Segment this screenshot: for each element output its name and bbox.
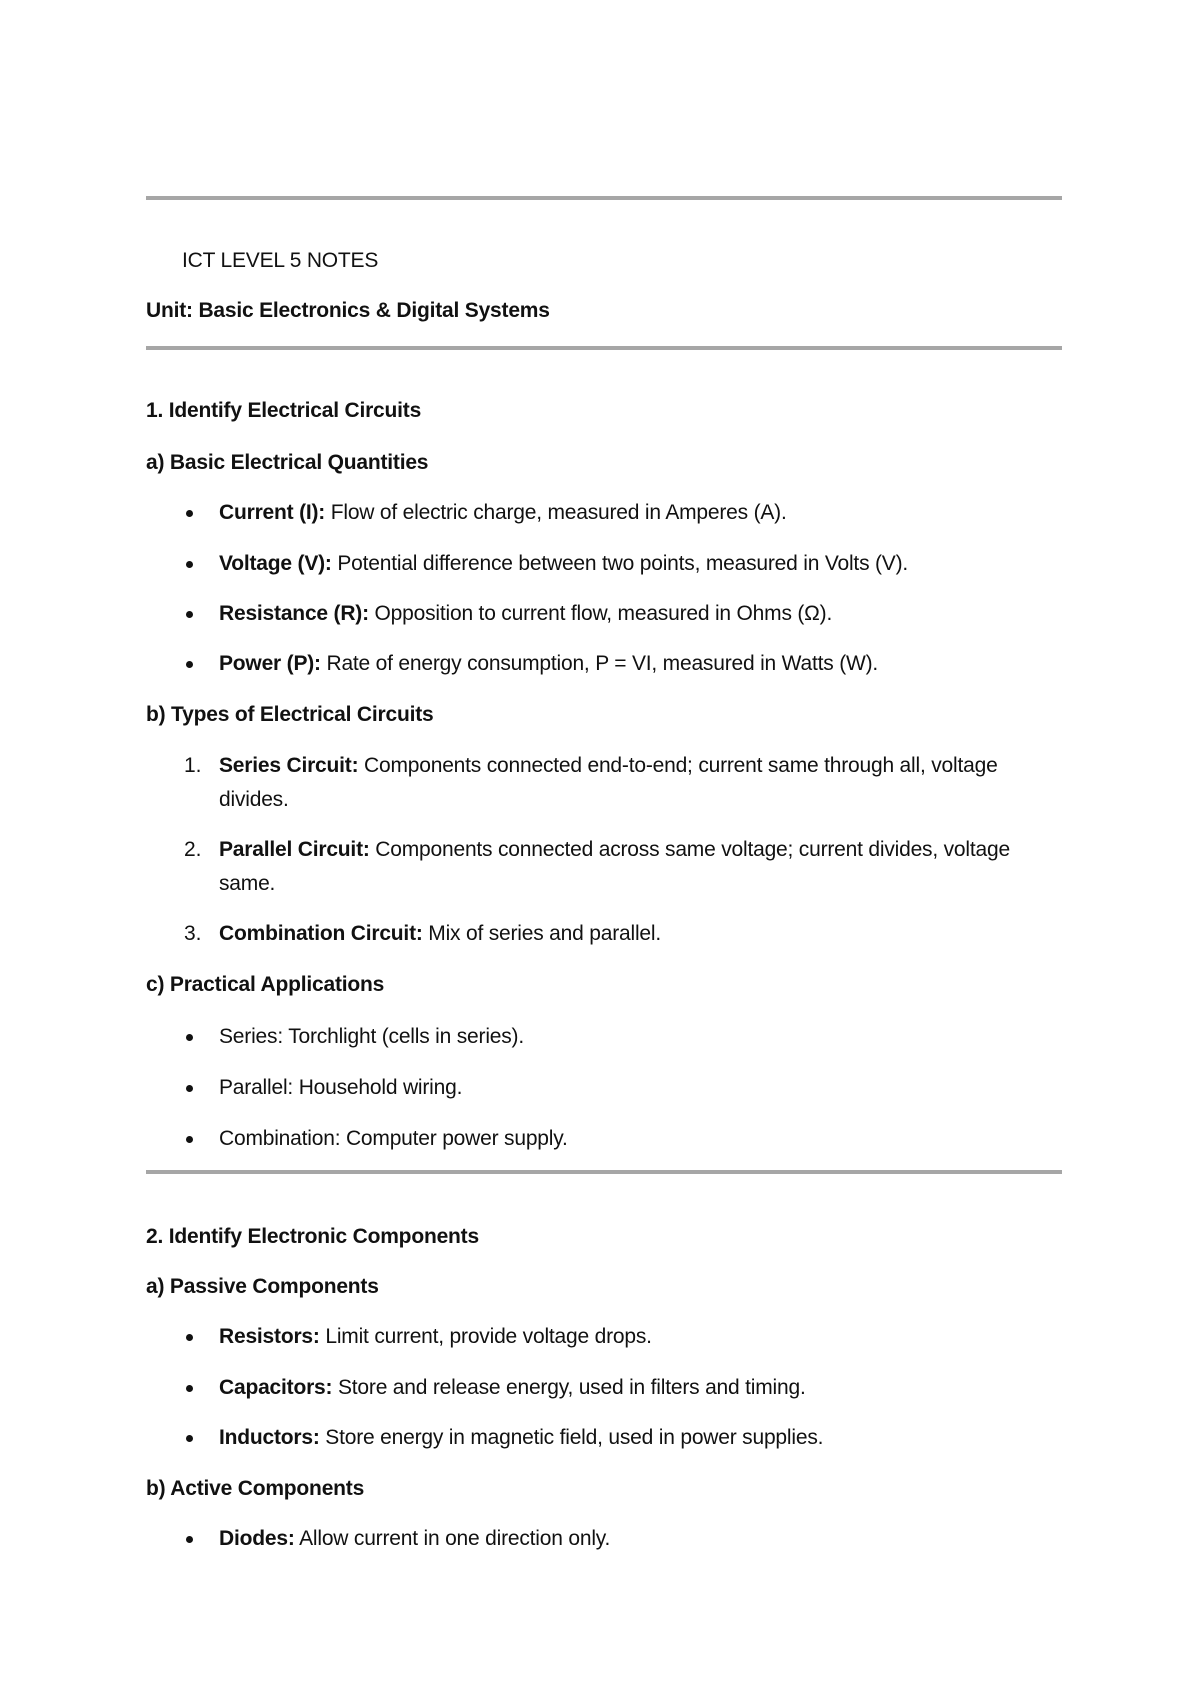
description: Allow current in one direction only.: [294, 1527, 611, 1550]
list-item-continuation: divides.: [219, 788, 289, 811]
description: Store and release energy, used in filters and timing.: [332, 1376, 806, 1399]
document-title: ICT LEVEL 5 NOTES: [182, 249, 379, 272]
bullet-icon: [186, 1536, 193, 1543]
list-item: [219, 837, 1010, 863]
subsection-heading: a) Passive Components: [146, 1275, 379, 1298]
list-item: [219, 753, 998, 779]
bullet-icon: [186, 611, 193, 618]
list-item: Parallel: Household wiring.: [219, 1076, 463, 1099]
list-item: [219, 1375, 806, 1401]
bullet-icon: [186, 1034, 193, 1041]
term: Series Circuit:: [219, 754, 359, 777]
term: Diodes:: [219, 1527, 295, 1550]
description: Limit current, provide voltage drops.: [319, 1325, 652, 1348]
list-number: 1.: [184, 754, 202, 777]
term: Capacitors:: [219, 1376, 333, 1399]
bullet-icon: [186, 1435, 193, 1442]
subsection-heading: b) Types of Electrical Circuits: [146, 703, 434, 726]
section-heading: 2. Identify Electronic Components: [146, 1225, 479, 1248]
list-item: Series: Torchlight (cells in series).: [219, 1025, 524, 1048]
list-item: [219, 921, 661, 947]
bullet-icon: [186, 510, 193, 517]
horizontal-rule: [146, 1170, 1062, 1174]
list-item: [219, 651, 878, 677]
term: Power (P):: [219, 652, 321, 675]
list-item: [219, 1324, 652, 1350]
term: Inductors:: [219, 1426, 320, 1449]
horizontal-rule: [146, 346, 1062, 350]
term: Resistance (R):: [219, 602, 369, 625]
subsection-heading: b) Active Components: [146, 1477, 365, 1500]
bullet-icon: [186, 1385, 193, 1392]
section-heading: 1. Identify Electrical Circuits: [146, 399, 422, 422]
bullet-icon: [186, 561, 193, 568]
unit-title: Unit: Basic Electronics & Digital Systems: [146, 299, 550, 322]
description: Opposition to current flow, measured in Ohms (Ω).: [368, 602, 833, 625]
description: Rate of energy consumption, P = VI, measured in Watts (W).: [320, 652, 879, 675]
description: Flow of electric charge, measured in Amperes (A).: [325, 501, 787, 524]
description: Mix of series and parallel.: [422, 922, 661, 945]
description: Components connected end-to-end; current same through all, voltage: [358, 754, 998, 777]
description: Potential difference between two points, measured in Volts (V).: [331, 552, 909, 575]
term: Current (I):: [219, 501, 326, 524]
bullet-icon: [186, 1136, 193, 1143]
term: Resistors:: [219, 1325, 320, 1348]
horizontal-rule: [146, 196, 1062, 200]
list-number: 3.: [184, 922, 202, 945]
term: Parallel Circuit:: [219, 838, 370, 861]
list-item: [219, 551, 908, 577]
term: Voltage (V):: [219, 552, 332, 575]
list-item: [219, 601, 832, 627]
list-item: [219, 500, 787, 526]
bullet-icon: [186, 1085, 193, 1092]
bullet-icon: [186, 1334, 193, 1341]
list-item: [219, 1425, 823, 1451]
description: Store energy in magnetic field, used in power supplies.: [319, 1426, 824, 1449]
list-item: [219, 1526, 610, 1552]
subsection-heading: c) Practical Applications: [146, 973, 385, 996]
list-item-continuation: same.: [219, 872, 276, 895]
description: Components connected across same voltage; current divides, voltage: [369, 838, 1010, 861]
bullet-icon: [186, 661, 193, 668]
list-number: 2.: [184, 838, 202, 861]
subsection-heading: a) Basic Electrical Quantities: [146, 451, 429, 474]
term: Combination Circuit:: [219, 922, 423, 945]
list-item: Combination: Computer power supply.: [219, 1127, 568, 1150]
